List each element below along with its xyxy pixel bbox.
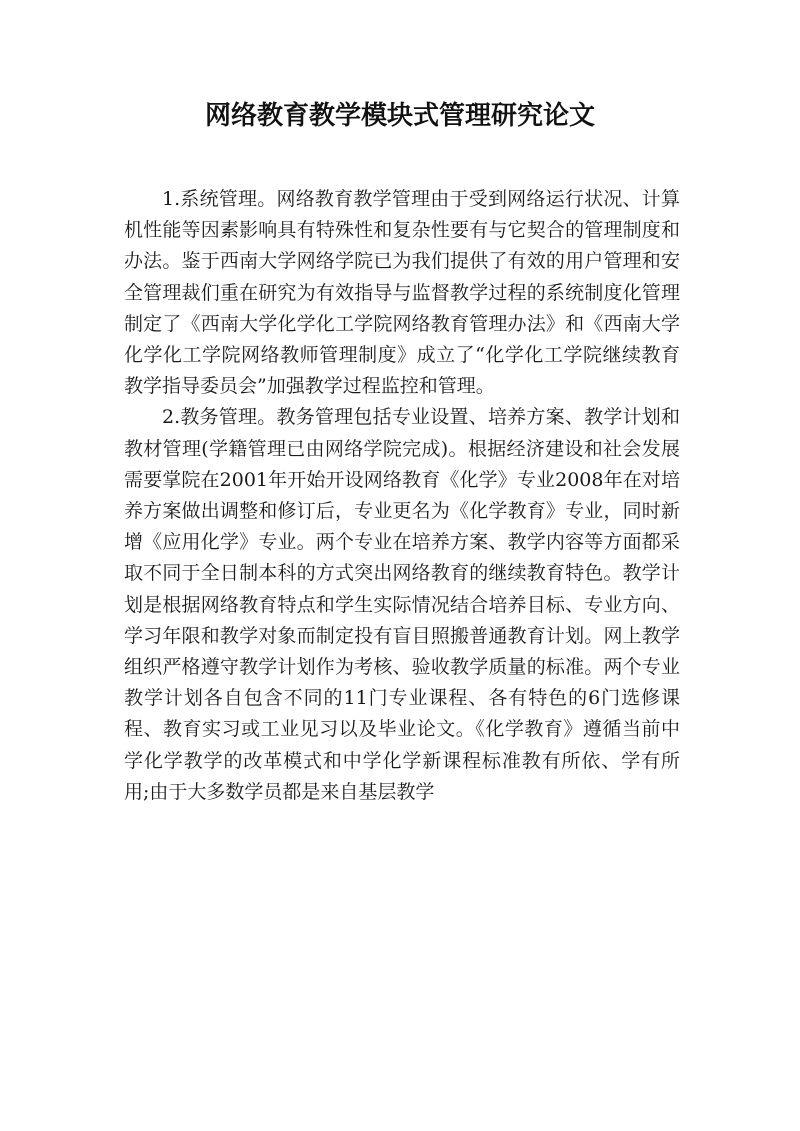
document-title: 网络教育教学模块式管理研究论文 (204, 101, 595, 131)
document-body (124, 184, 680, 808)
paragraph-academic-management: 2.教务管理。教务管理包括专业设置、培养方案、教学计划和教材管理(学籍管理已由网络学院完成)。根据经济建设和社会发展需要掌院在2001年开始开设网络教育《化学》专业2008年在对培养方案做出调整和修订后，专业更名为《化学教育》专业，同时新增《应用化学》专业。两个专业在培养方案、教学内容等方面都采取不同于全日制本科的方式突出网络教育的继续教育特色。教学计划是根据网络教育特点和学生实际情况结合培养目标、专业方向、学习年限和教学对象而制定投有盲目照搬普通教育计划。网上教学组织严格遵守教学计划作为考核、验收教学质量的标准。两个专业教学计划各自包含不同的11门专业课程、各有特色的6门选修课程、教育实习或工业见习以及毕业论文。《化学教育》遵循当前中学化学教学的改革模式和中学化学新课程标准教有所依、学有所用;由于大多数学员都是来自基层教学 (124, 406, 680, 803)
paragraph-system-management: 1.系统管理。网络教育教学管理由于受到网络运行状况、计算机性能等因素影响具有特殊性和复杂性要有与它契合的管理制度和办法。鉴于西南大学网络学院已为我们提供了有效的用户管理和安全管理裁们重在研究为有效指导与监督教学过程的系统制度化管理制定了《西南大学化学化工学院网络教育管理办法》和《西南大学化学化工学院网络教师管理制度》成立了“化学化工学院继续教育教学指导委员会”加强教学过程监控和管理。 (124, 188, 680, 398)
